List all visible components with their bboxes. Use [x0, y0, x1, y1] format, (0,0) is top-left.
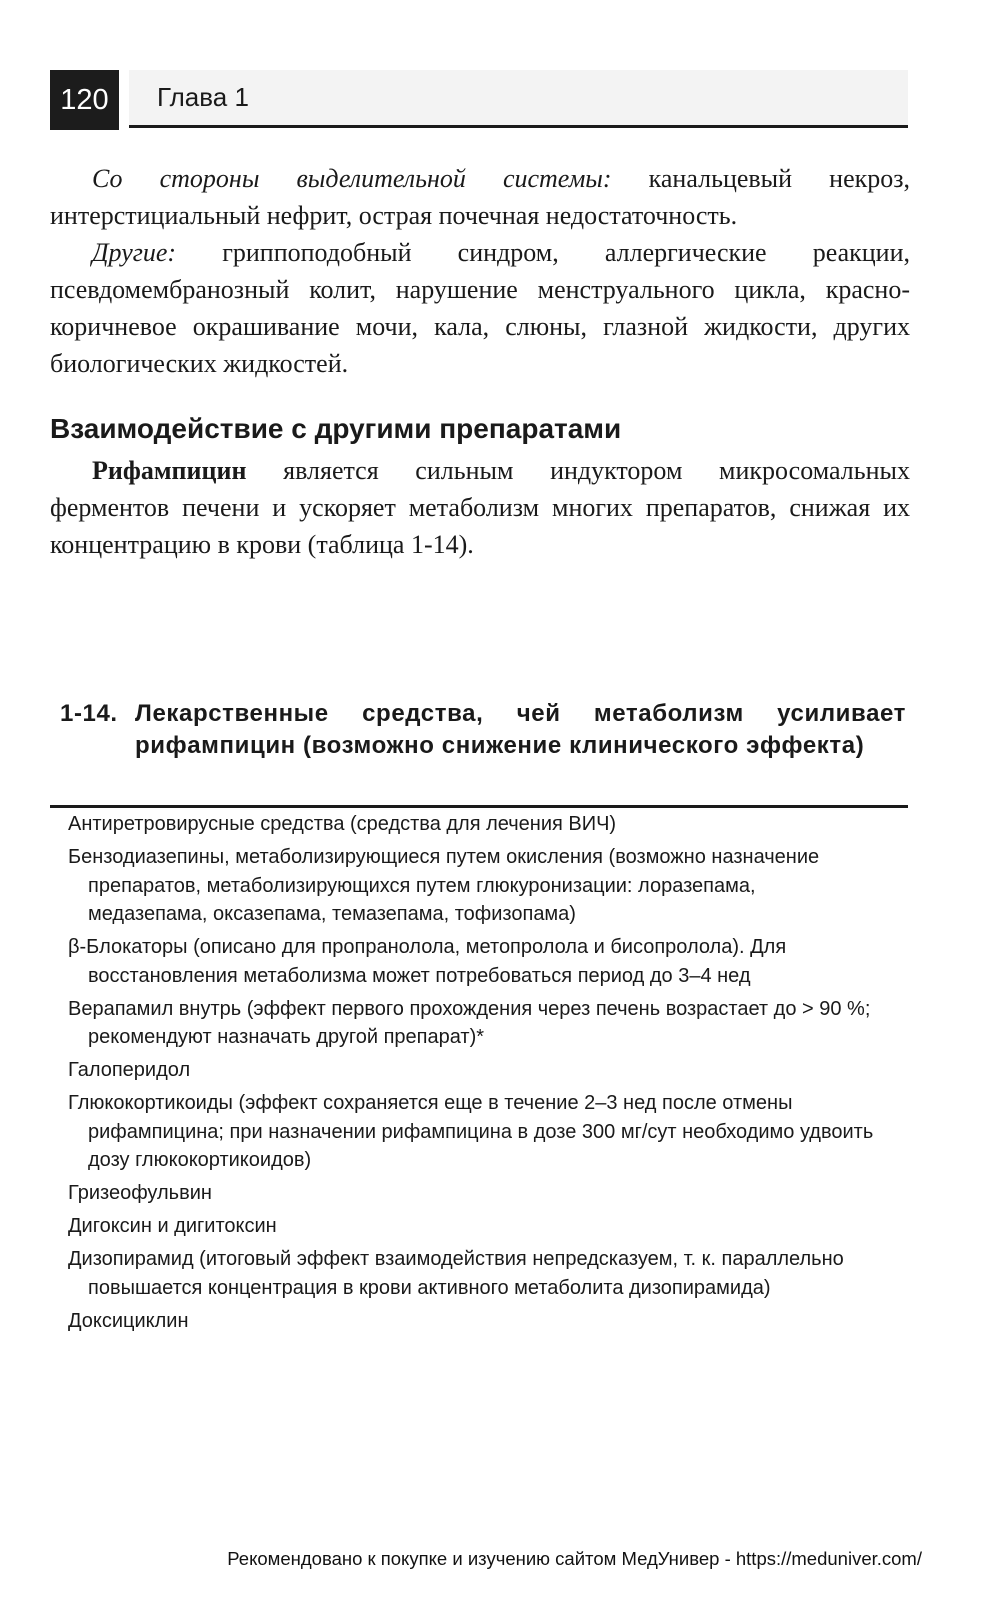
list-item: β-Блокаторы (описано для пропранолола, метопролола и бисопролола). Для восстановления метаболизма может потребоваться период до 3–4 нед: [68, 936, 787, 987]
list-item: Гризеофульвин: [68, 1182, 212, 1204]
paragraph-other: [50, 234, 910, 382]
list-item: Галоперидол: [68, 1059, 191, 1081]
side-effects-text: [50, 160, 910, 382]
paragraph-rifampicin: [50, 452, 910, 563]
chapter-title: Глава 1: [157, 82, 249, 112]
list-item: Доксициклин: [68, 1309, 189, 1332]
paragraph-excretory: [50, 160, 910, 234]
table-caption: Лекарственные средства, чей метаболизм усиливает рифампицин (возможно снижение клинического эффекта): [135, 700, 906, 759]
list-item: Бензодиазепины, метаболизирующиеся путем окисления (возможно назначение препаратов, метаболизирующихся путем глюкуронизации: лоразепама, медазепама, оксазепама, темазепама, тофизопама): [68, 846, 820, 925]
paragraph-body: канальцевый некроз, интерстициальный нефрит, острая почечная недостаточность.: [50, 164, 911, 230]
section-heading: Взаимодействие с другими препаратами: [50, 413, 622, 444]
list-item: Верапамил внутрь (эффект первого прохождения через печень возрастает до > 90 %; рекомендуют назначать другой препарат)*: [68, 997, 871, 1048]
paragraph-body: является сильным индуктором микросомальных ферментов печени и ускоряет метаболизм многих препаратов, снижая их концентрацию в крови (таблица 1-14).: [50, 456, 910, 559]
paragraph-lead-bold: Рифампицин: [92, 456, 247, 485]
page-number: 120: [50, 70, 119, 130]
paragraph-lead: Другие:: [92, 238, 177, 267]
table-number: 1-14.: [60, 700, 118, 727]
interaction-text: [50, 452, 910, 563]
page-header: [50, 70, 908, 130]
table-title: [60, 698, 906, 762]
list-item: Антиретровирусные средства (средства для лечения ВИЧ): [68, 813, 617, 835]
drug-list: [68, 810, 876, 1340]
list-item: Дигоксин и дигитоксин: [68, 1215, 277, 1237]
paragraph-body: гриппоподобный синдром, аллергические реакции, псевдомембранозный колит, нарушение менструального цикла, красно-коричневое окрашивание мочи, кала, слюны, глазной жидкости, других биологических жидкостей.: [50, 238, 910, 378]
chapter-bar: [129, 70, 908, 128]
list-item: Дизопирамид (итоговый эффект взаимодействия непредсказуем, т. к. параллельно повышается концентрация в крови активного метаболита дизопирамида): [68, 1248, 844, 1299]
footer-watermark: Рекомендовано к покупке и изучению сайтом МедУнивер - https://meduniver.com/: [227, 1548, 922, 1569]
paragraph-lead: Со стороны выделительной системы:: [92, 164, 612, 193]
list-item: Глюкокортикоиды (эффект сохраняется еще в течение 2–3 нед после отмены рифампицина; при назначении рифампицина в дозе 300 мг/сут необходимо удвоить дозу глюкокортикоидов): [68, 1092, 874, 1171]
table-rule: [50, 805, 908, 808]
